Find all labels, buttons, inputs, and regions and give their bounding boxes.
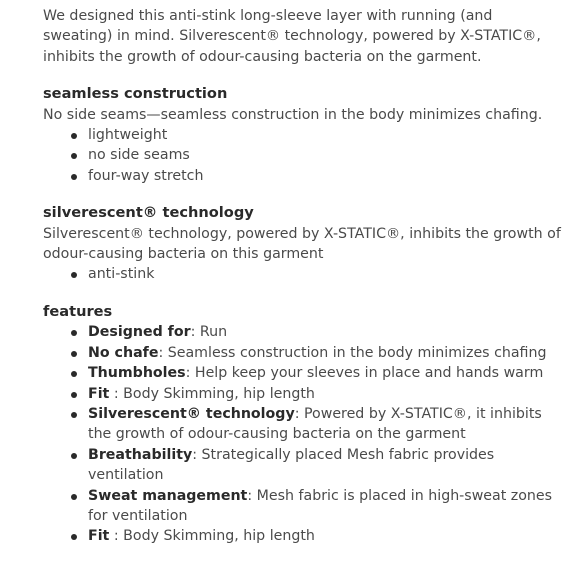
seamless-list — [43, 125, 563, 186]
feature-separator: : — [109, 528, 124, 545]
feature-separator: : — [294, 405, 304, 422]
bullet-icon — [71, 153, 77, 159]
bullet-icon — [71, 534, 77, 540]
list-item-text: no side seams — [88, 147, 190, 164]
feature-separator: : — [158, 344, 168, 361]
list-item — [88, 125, 563, 145]
bullet-icon — [71, 330, 77, 336]
feature-label: Fit — [88, 385, 110, 402]
list-item — [88, 145, 563, 165]
feature-separator: : — [190, 324, 200, 341]
feature-separator: : — [185, 365, 195, 382]
feature-label: Breathability — [88, 446, 193, 463]
feature-separator: : — [109, 385, 124, 402]
bullet-icon — [71, 392, 77, 398]
feature-item — [88, 486, 563, 527]
feature-item — [88, 384, 563, 404]
list-item — [88, 166, 563, 186]
feature-value: Run — [199, 324, 228, 341]
silverescent-list — [43, 264, 563, 284]
feature-value: Body Skimming, hip length — [123, 385, 315, 402]
features-list — [43, 322, 563, 546]
silverescent-heading: silverescent® technology — [43, 204, 254, 222]
feature-value: Help keep your sleeves in place and hands warm — [194, 365, 544, 382]
bullet-icon — [71, 174, 77, 180]
feature-item — [88, 526, 563, 546]
feature-label: Sweat management — [88, 487, 248, 504]
feature-value: Powered by X-STATIC®, it inhibits the growth of odour-causing bacteria on the garment — [88, 405, 542, 443]
feature-item — [88, 343, 563, 363]
bullet-icon — [71, 272, 77, 278]
feature-label: Designed for — [88, 324, 191, 341]
feature-item — [88, 445, 563, 486]
bullet-icon — [71, 453, 77, 459]
feature-label: Silverescent® technology — [88, 405, 295, 422]
list-item — [88, 264, 563, 284]
product-description — [43, 6, 563, 547]
feature-separator: : — [192, 446, 202, 463]
feature-label: Thumbholes — [88, 365, 186, 382]
feature-value: Body Skimming, hip length — [123, 528, 315, 545]
bullet-icon — [71, 371, 77, 377]
list-item-text: four-way stretch — [88, 167, 204, 184]
feature-value: Strategically placed Mesh fabric provides ventilation — [88, 446, 495, 484]
feature-separator: : — [247, 487, 257, 504]
feature-label: No chafe — [88, 344, 159, 361]
features-heading: features — [43, 302, 113, 320]
feature-value: Mesh fabric is placed in high-sweat zones for ventilation — [88, 487, 553, 524]
feature-item — [88, 363, 563, 383]
list-item-text: lightweight — [88, 127, 168, 144]
feature-label: Fit — [88, 528, 110, 545]
seamless-section — [43, 84, 563, 186]
feature-item — [88, 322, 563, 342]
bullet-icon — [71, 351, 77, 357]
seamless-text: No side seams—seamless construction in the body minimizes chafing. — [43, 106, 543, 123]
silverescent-section — [43, 203, 563, 285]
features-section — [43, 302, 563, 547]
feature-value: Seamless construction in the body minimizes chafing — [167, 344, 547, 361]
feature-item — [88, 404, 563, 445]
bullet-icon — [71, 494, 77, 500]
intro-paragraph: We designed this anti-stink long-sleeve layer with running (and sweating) in mind. Silverescent® technology, powered by X-STATIC®, inhibits the growth of odour-causing bacteria on the garment. — [43, 8, 541, 65]
silverescent-text: Silverescent® technology, powered by X-STATIC®, inhibits the growth of odour-causing bacteria on this garment — [43, 225, 561, 263]
list-item-text: anti-stink — [88, 266, 155, 283]
seamless-heading: seamless construction — [43, 85, 228, 103]
bullet-icon — [71, 133, 77, 139]
bullet-icon — [71, 412, 77, 418]
